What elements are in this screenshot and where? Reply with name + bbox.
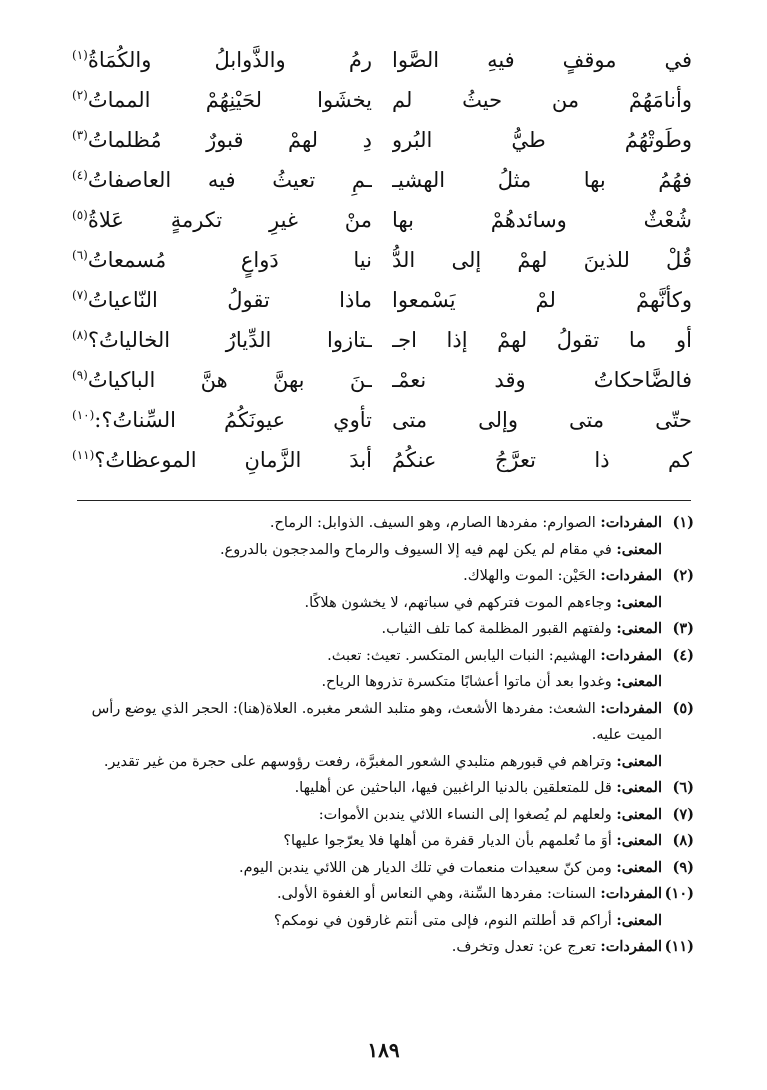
footnote-body <box>72 563 662 590</box>
footnote-label: المعنى: <box>616 752 662 770</box>
footnote-marker: (١٠) <box>72 408 95 422</box>
footnote-body <box>72 881 662 908</box>
footnote-text: الشعث: مفردها الأشعث، وهو متلبد الشعر مغبره. العلاة(هنا): الحجر الذي يوضع رأس الميت عليه. <box>91 700 662 743</box>
footnote-meaning <box>72 669 694 696</box>
footnote-body <box>72 537 662 564</box>
verse-first-hemistich: أو ما تقولُ لهمْ إذا اجـ <box>392 328 692 352</box>
footnote-vocabulary <box>72 643 694 670</box>
footnote-vocabulary <box>72 563 694 590</box>
footnote-number: (١) <box>672 514 694 531</box>
verse-first-hemistich: حتّى متى وإلى متى <box>392 408 692 432</box>
footnote-text: قل للمتعلقين بالدنيا الراغبين فيها، الباحثين عن أهليها. <box>294 780 617 796</box>
footnote-body <box>72 775 662 802</box>
verse-first-hemistich: قُلْ للذينَ لهمْ إلى الدُّ <box>392 248 692 272</box>
footnote-label: المعنى: <box>616 593 662 611</box>
footnote-text: وجاءهم الموت فتركهم في سباتهم، لا يخشون هلاكًا. <box>304 594 617 611</box>
verse-first-hemistich: شُعْثٌ وسائدهُمْ بها <box>392 208 692 232</box>
footnote-marker: (١١) <box>72 448 95 462</box>
footnote-marker: (٥) <box>72 208 88 222</box>
verse-first-hemistich: في موقفٍ فيهِ الصَّوا <box>392 48 692 72</box>
poem-verse <box>72 40 692 80</box>
footnote-body <box>72 643 662 670</box>
footnote-text: وغدوا بعد أن ماتوا أعشابًا متكسرة تذروها الرياح. <box>321 674 617 690</box>
footnote-meaning <box>72 908 694 935</box>
footnote-text: وتراهم في قبورهم متلبدي الشعور المغبرَّة، رفعت رؤوسهم على حجرة من غير تقدير. <box>103 753 617 770</box>
footnote-body <box>72 934 662 961</box>
footnote-number: (٨) <box>672 832 694 849</box>
verse-first-hemistich: وطَوتْهُمُ طيُّ البُرو <box>392 128 692 152</box>
footnote-body <box>72 828 662 855</box>
footnote-text: الصوارم: مفردها الصارم، وهو السيف. الذوابل: الرماح. <box>269 515 601 531</box>
footnote-text: ولفتهم القبور المظلمة كما تلف الثياب. <box>381 621 617 637</box>
footnote-number: (١١) <box>664 938 694 955</box>
verse-second-hemistich: ـتازوا الدِّيارُ الخالياتُ؟$^{(٨)}$ <box>72 328 372 352</box>
verse-second-hemistich: تأوي عيونَكُمُ السِّناتُ؟:$^{(١٠)}$ <box>72 408 372 432</box>
footnote-marker: (٣) <box>72 128 88 142</box>
footnote-label: المعنى: <box>616 832 662 849</box>
footnote-number: (٤) <box>672 646 694 664</box>
footnote-body <box>72 669 662 696</box>
verse-second-hemistich: نيا دَواعٍ مُسمعاتُ$^{(٦)}$ <box>72 248 372 272</box>
footnote-body <box>72 590 662 617</box>
footnote-vocabulary <box>72 934 694 961</box>
footnote-marker: (٧) <box>72 288 88 302</box>
footnote-marker: (١) <box>72 48 88 62</box>
footnote-separator <box>77 500 691 501</box>
footnote-text: السنات: مفردها السِّنة، وهي النعاس أو الغفوة الأولى. <box>276 886 601 902</box>
footnote-label: المعنى: <box>616 858 662 876</box>
footnote-text: أراكم قد أطلتم النوم، فإلى متى أنتم غارقون في نومكم؟ <box>273 912 617 929</box>
poem <box>72 40 692 480</box>
footnote-number: (٢) <box>672 567 694 584</box>
footnote-body <box>72 802 662 829</box>
verse-first-hemistich: وكأنَّهمْ لمْ يَسْمعوا <box>392 288 692 312</box>
poem-verse <box>72 120 692 160</box>
footnote-text: في مقام لم يكن لهم فيه إلا السيوف والرماح والمدججون بالدروع. <box>219 541 617 558</box>
poem-verse <box>72 80 692 120</box>
footnote-meaning <box>72 775 694 802</box>
footnote-text: ومن كنّ سعيدات منعمات في تلك الديار هن اللائي يندبن اليوم. <box>239 859 617 876</box>
footnote-label: المفردات: <box>600 646 662 664</box>
footnote-marker: (٤) <box>72 168 88 182</box>
footnote-label: المعنى: <box>616 540 662 558</box>
footnote-number: (٦) <box>672 779 694 796</box>
footnote-text: تعرج عن: تعدل وتخرف. <box>451 939 601 955</box>
poem-verse <box>72 360 692 400</box>
footnote-text: الهشيم: النبات اليابس المتكسر. تعيث: تعبث. <box>327 647 601 664</box>
footnote-text: الحَيْن: الموت والهلاك. <box>463 568 601 584</box>
footnote-meaning <box>72 749 694 776</box>
verse-second-hemistich: ماذا تقولُ النّاعياتُ$^{(٧)}$ <box>72 288 372 312</box>
footnote-label: المعنى: <box>616 620 662 637</box>
footnote-meaning <box>72 537 694 564</box>
poem-verse <box>72 160 692 200</box>
footnote-label: المعنى: <box>616 673 662 690</box>
footnote-number: (٧) <box>672 805 694 823</box>
poem-verse <box>72 200 692 240</box>
footnote-text: أوَ ما تُعلمهم بأن الديار قفرة من أهلها فلا يعرّجوا عليها؟ <box>283 833 617 849</box>
footnote-body <box>72 510 662 537</box>
footnote-body <box>72 908 662 935</box>
footnote-meaning <box>72 802 694 829</box>
poem-verse <box>72 320 692 360</box>
footnote-label: المعنى: <box>616 805 662 823</box>
footnote-body <box>72 616 662 643</box>
footnote-label: المفردات: <box>600 514 662 531</box>
poem-verse <box>72 280 692 320</box>
footnote-vocabulary <box>72 510 694 537</box>
footnote-vocabulary <box>72 881 694 908</box>
verse-second-hemistich: أبدَ الزَّمانِ الموعظاتُ؟$^{(١١)}$ <box>72 448 372 472</box>
verse-first-hemistich: فالضَّاحكاتُ وقد نعمْـ <box>392 368 692 392</box>
footnote-body <box>72 696 662 749</box>
verse-second-hemistich: يخشَوا لحَيْنِهُمْ المماتُ$^{(٢)}$ <box>72 88 372 112</box>
footnote-label: المعنى: <box>616 779 662 796</box>
footnote-number: (٣) <box>672 620 694 637</box>
footnote-marker: (٩) <box>72 368 88 382</box>
footnote-label: المفردات: <box>600 885 662 902</box>
poem-verse <box>72 440 692 480</box>
verse-second-hemistich: منْ غيرِ تكرمةٍ عَلاةُ$^{(٥)}$ <box>72 208 372 232</box>
footnote-marker: (٦) <box>72 248 88 262</box>
footnote-body <box>72 749 662 776</box>
footnote-meaning <box>72 855 694 882</box>
verse-second-hemistich: ـمِ تعيثُ فيه العاصفاتُ$^{(٤)}$ <box>72 168 372 192</box>
footnote-text: ولعلهم لم يُصغوا إلى النساء اللائي يندبن الأموات: <box>318 806 617 823</box>
verse-second-hemistich: دِ لهمْ قبورٌ مُظلماتُ$^{(٣)}$ <box>72 128 372 152</box>
footnote-label: المفردات: <box>600 699 662 717</box>
verse-second-hemistich: ـنَ بهنَّ هنَّ الباكياتُ$^{(٩)}$ <box>72 368 372 392</box>
footnote-number: (٥) <box>672 699 694 717</box>
verse-first-hemistich: وأنامَهُمْ من حيثُ لم <box>392 88 692 112</box>
footnote-label: المفردات: <box>600 938 662 955</box>
verse-second-hemistich: رمُ والذَّوابلُ والكُمَاةُ$^{(١)}$ <box>72 48 372 72</box>
verse-first-hemistich: كم ذا تعرَّجُ عنكُمُ <box>392 448 692 472</box>
footnote-label: المفردات: <box>600 567 662 584</box>
footnote-label: المعنى: <box>616 911 662 929</box>
footnote-meaning <box>72 590 694 617</box>
footnote-marker: (٨) <box>72 328 88 342</box>
footnote-meaning <box>72 616 694 643</box>
footnote-body <box>72 855 662 882</box>
poem-verse <box>72 400 692 440</box>
footnote-meaning <box>72 828 694 855</box>
footnote-vocabulary <box>72 696 694 749</box>
footnote-number: (٩) <box>672 858 694 876</box>
footnotes <box>72 510 694 961</box>
page-number: ١٨٩ <box>367 1038 400 1062</box>
verse-first-hemistich: فهُمُ بها مثلُ الهشيـ <box>392 168 692 192</box>
footnote-marker: (٢) <box>72 88 88 102</box>
footnote-number: (١٠) <box>664 885 694 902</box>
poem-verse <box>72 240 692 280</box>
